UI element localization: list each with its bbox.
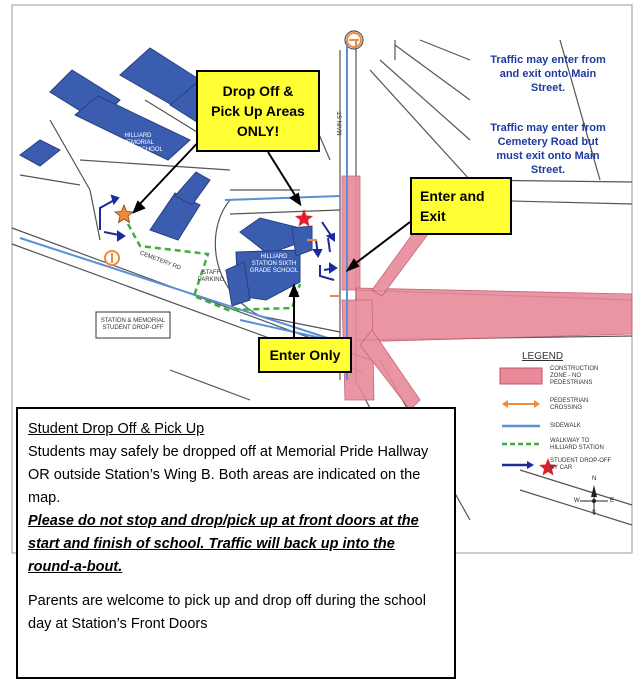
traffic-note-main-street: Traffic may enter from and exit onto Main Street. — [490, 54, 606, 94]
info-warning: Please do not stop and drop/pick up at front doors at the start and finish of school. Traffic will back up into the round-a-bout. — [28, 513, 419, 575]
traffic-note-cemetery-road: Traffic may enter from Cemetery Road but must exit onto Main Street. — [490, 122, 606, 176]
label-dropoff-box: STATION & MEMORIAL STUDENT DROP-OFF — [100, 318, 166, 331]
compass-e: E — [610, 498, 615, 504]
label-staff-parking: STAFF PARKING — [197, 270, 225, 283]
legend-item-walkway: WALKWAY TO HILLIARD STATION — [550, 438, 604, 451]
label-cemetery-rd: CEMETERY RD — [138, 250, 182, 272]
station-dropoff-route — [314, 222, 336, 280]
info-title: Student Drop Off & Pick Up — [28, 421, 205, 437]
dropoff-info-box — [16, 407, 456, 679]
compass-w: W — [574, 498, 580, 504]
compass-s: S — [592, 510, 597, 516]
label-main-st: MAIN ST — [337, 111, 344, 136]
info-paragraph-1: Students may safely be dropped off at Memorial Pride Hallway OR outside Station’s Wing B. Both areas are indicated on the map. — [28, 444, 429, 506]
callout-enter-and-exit: Enter and Exit — [410, 177, 512, 235]
legend-item-dropoff: STUDENT DROP-OFF BY CAR — [550, 458, 612, 471]
memorial-dropoff-star-icon — [115, 205, 133, 223]
legend-title: LEGEND — [522, 351, 564, 362]
legend-item-sidewalk: SIDEWALK — [550, 423, 581, 429]
legend-item-construction: CONSTRUCTION ZONE - NO PEDESTRIANS — [550, 366, 599, 386]
callout-drop-off-areas: Drop Off & Pick Up Areas ONLY! — [196, 70, 320, 152]
legend-item-pedestrian: PEDESTRIAN CROSSING — [550, 398, 589, 411]
info-paragraph-2: Parents are welcome to pick up and drop off during the school day at Station’s Front Doors — [28, 593, 426, 632]
legend — [492, 348, 632, 518]
callout-enter-only: Enter Only — [258, 337, 352, 373]
label-memorial-school: HILLIARD MEMORIAL MIDDLE SCHOOL — [113, 133, 163, 153]
label-station-school: HILLIARD STATION SIXTH GRADE SCHOOL — [249, 254, 299, 274]
compass-n: N — [592, 476, 597, 482]
